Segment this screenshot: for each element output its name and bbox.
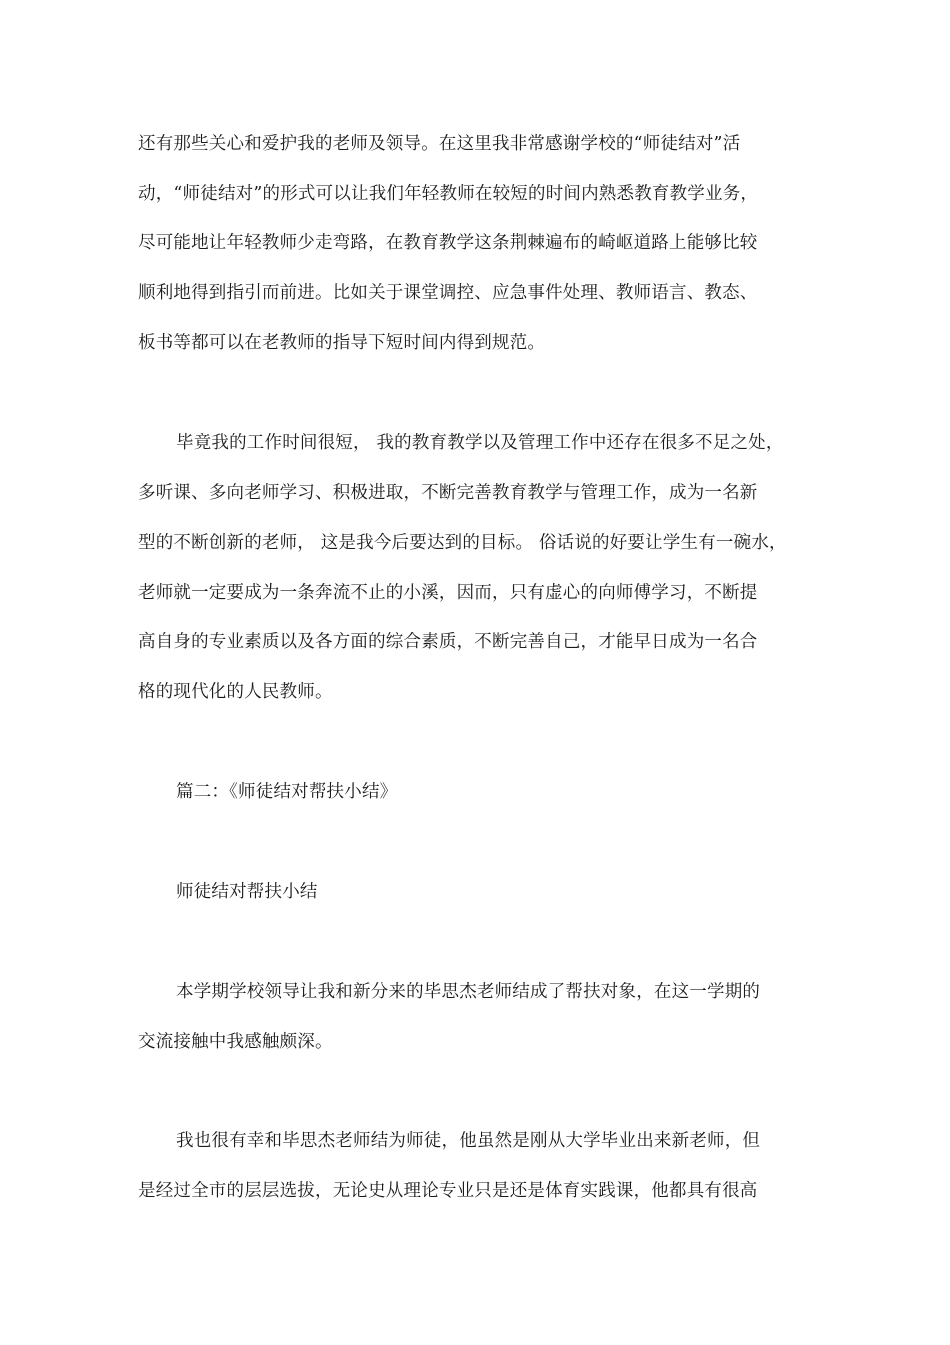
paragraph-1-line-3: 尽可能地让年轻教师少走弯路，在教育教学这条荆棘遍布的崎岖道路上能够比较 <box>138 233 758 253</box>
paragraph-2-line-4: 老师就一定要成为一条奔流不止的小溪，因而，只有虚心的向师傅学习，不断提 <box>138 583 758 603</box>
paragraph-2-line-3: 型的不断创新的老师， 这是我今后要达到的目标。 俗话说的好要让学生有一碗水， <box>138 533 787 553</box>
document-title: 师徒结对帮扶小结 <box>176 882 318 902</box>
paragraph-4-line-2: 是经过全市的层层选拔，无论史从理论专业只是还是体育实践课，他都具有很高 <box>138 1181 758 1201</box>
paragraph-2-line-6: 格的现代化的人民教师。 <box>138 682 333 702</box>
paragraph-1-line-1: 还有那些关心和爱护我的老师及领导。在这里我非常感谢学校的“师徒结对”活 <box>138 134 741 154</box>
paragraph-2-line-5: 高自身的专业素质以及各方面的综合素质，不断完善自己，才能早日成为一名合 <box>138 632 758 652</box>
paragraph-1-line-2: 动，“师徒结对”的形式可以让我们年轻教师在较短的时间内熟悉教育教学业务， <box>138 184 759 204</box>
paragraph-1-line-5: 板书等都可以在老教师的指导下短时间内得到规范。 <box>138 333 546 353</box>
paragraph-3-line-2: 交流接触中我感触颇深。 <box>138 1032 333 1052</box>
paragraph-4-line-1: 我也很有幸和毕思杰老师结为师徒，他虽然是刚从大学毕业出来新老师，但 <box>176 1131 761 1151</box>
paragraph-1-line-4: 顺利地得到指引而前进。比如关于课堂调控、应急事件处理、教师语言、教态、 <box>138 283 758 303</box>
section-heading: 篇二：《师徒结对帮扶小结》 <box>176 782 398 802</box>
paragraph-3-line-1: 本学期学校领导让我和新分来的毕思杰老师结成了帮扶对象，在这一学期的 <box>176 982 761 1002</box>
paragraph-2-line-2: 多听课、多向老师学习、积极进取，不断完善教育教学与管理工作，成为一名新 <box>138 483 758 503</box>
paragraph-2-line-1: 毕竟我的工作时间很短， 我的教育教学以及管理工作中还存在很多不足之处， <box>176 433 784 453</box>
